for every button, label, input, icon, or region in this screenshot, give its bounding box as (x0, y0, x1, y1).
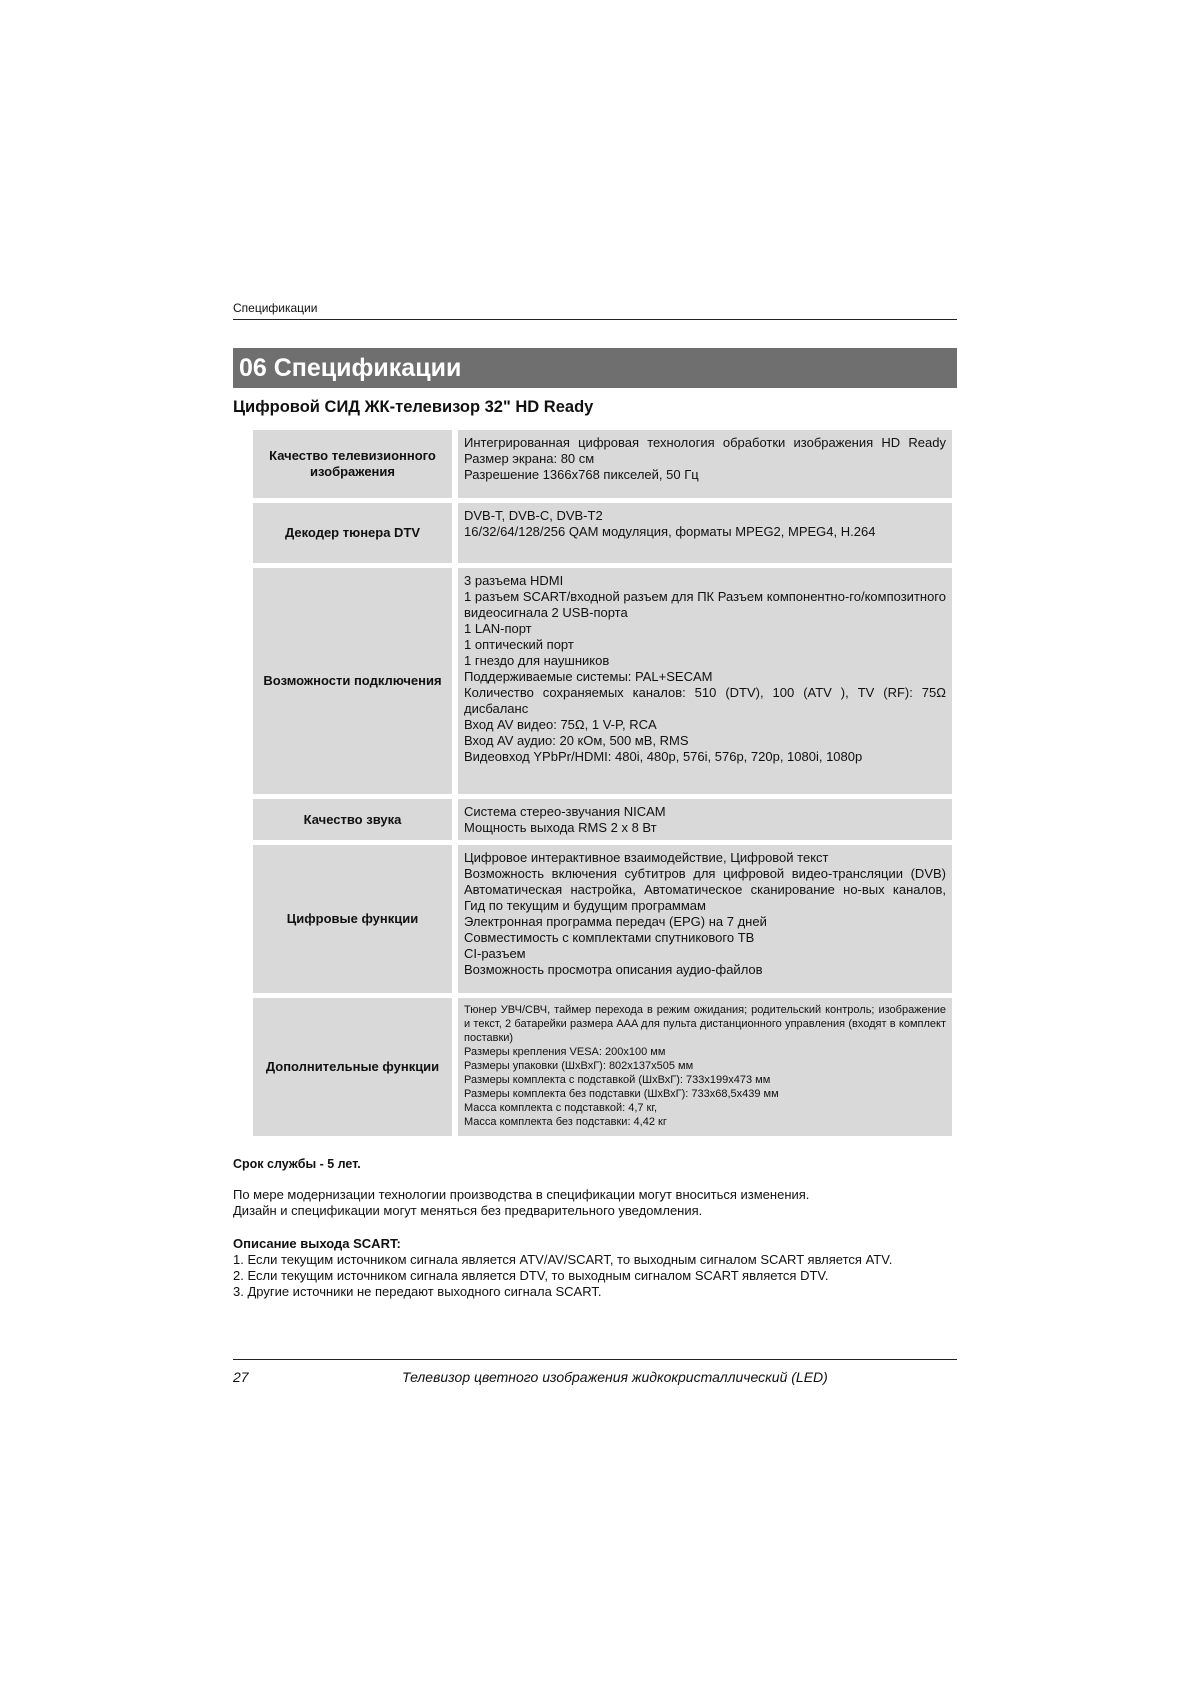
spec-line: 1 оптический порт (464, 637, 574, 652)
running-header: Спецификации (233, 301, 318, 315)
spec-line: Цифровое интерактивное взаимодействие, Цифровой текст (464, 850, 829, 865)
spec-line: Количество сохраняемых каналов: 510 (DTV), 100 (ATV ), TV (RF): 75Ω дисбаланс (464, 685, 946, 716)
spec-value (458, 799, 952, 840)
spec-line: 16/32/64/128/256 QAM модуляция, форматы MPEG2, MPEG4, H.264 (464, 524, 876, 539)
spec-line: 1 гнездо для наушников (464, 653, 610, 668)
spec-row-connectivity (253, 568, 952, 794)
scart-item: 3. Другие источники не передают выходного сигнала SCART. (233, 1284, 602, 1299)
header-divider (233, 319, 957, 320)
spec-value (458, 430, 952, 498)
spec-value (458, 845, 952, 993)
note-line: Дизайн и спецификации могут меняться без предварительного уведомления. (233, 1203, 703, 1218)
footer-title: Телевизор цветного изображения жидкокристаллический (LED) (402, 1369, 828, 1385)
spec-line: Вход AV аудио: 20 кОм, 500 мВ, RMS (464, 733, 689, 748)
spec-line: Размеры комплекта с подставкой (ШхВхГ): 733x199x473 мм (464, 1074, 771, 1086)
spec-table (253, 430, 952, 1141)
spec-label: Возможности подключения (253, 568, 452, 794)
spec-row-picture (253, 430, 952, 498)
spec-line: Размеры крепления VESA: 200x100 мм (464, 1046, 666, 1058)
spec-line: Поддерживаемые системы: PAL+SECAM (464, 669, 713, 684)
footer-divider (233, 1359, 957, 1360)
product-title: Цифровой СИД ЖК-телевизор 32" HD Ready (233, 398, 594, 416)
spec-line: Возможность включения субтитров для цифровой видео-трансляции (DVB) Автоматическая настройка, Автоматическое сканирование но-вых каналов, Гид по текущим и будущим программам (464, 866, 946, 913)
page-number: 27 (233, 1369, 249, 1385)
scart-item: 1. Если текущим источником сигнала является ATV/AV/SCART, то выходным сигналом SCART является ATV. (233, 1252, 893, 1267)
spec-line: 3 разъема HDMI (464, 573, 564, 588)
spec-label: Цифровые функции (253, 845, 452, 993)
spec-line: Размеры упаковки (ШхВхГ): 802x137x505 мм (464, 1060, 694, 1072)
spec-label: Качество телевизионного изображения (253, 430, 452, 498)
spec-line: Совместимость с комплектами спутникового ТВ (464, 930, 755, 945)
spec-line: Возможность просмотра описания аудио-файлов (464, 962, 763, 977)
scart-description (233, 1236, 892, 1300)
scart-item: 2. Если текущим источником сигнала является DTV, то выходным сигналом SCART является DTV. (233, 1268, 829, 1283)
spec-value (458, 503, 952, 563)
spec-line: Размеры комплекта без подставки (ШхВхГ): 733x68,5x439 мм (464, 1088, 779, 1100)
spec-row-additional-features (253, 998, 952, 1136)
spec-line: Видеовход YPbPr/HDMI: 480i, 480p, 576i, 576p, 720p, 1080i, 1080p (464, 749, 863, 764)
spec-line: Тюнер УВЧ/СВЧ, таймер перехода в режим ожидания; родительский контроль; изображение и текст, 2 батарейки размера AAA для пульта дистанционного управления (входят в комплект поставки) (464, 1004, 946, 1044)
spec-label: Качество звука (253, 799, 452, 840)
spec-label: Декодер тюнера DTV (253, 503, 452, 563)
spec-line: Мощность выхода RMS 2 x 8 Вт (464, 820, 657, 835)
spec-value (458, 568, 952, 794)
spec-line: CI-разъем (464, 946, 526, 961)
spec-line: 1 LAN-порт (464, 621, 532, 636)
spec-line: Система стерео-звучания NICAM (464, 804, 666, 819)
spec-line: Электронная программа передач (EPG) на 7 дней (464, 914, 767, 929)
spec-line: Масса комплекта с подставкой: 4,7 кг, (464, 1102, 658, 1114)
spec-label: Дополнительные функции (253, 998, 452, 1136)
note-line: По мере модернизации технологии производства в спецификации могут вноситься изменения. (233, 1187, 810, 1202)
spec-row-dtv-decoder (253, 503, 952, 563)
spec-line: Вход AV видео: 75Ω, 1 V-P, RCA (464, 717, 657, 732)
spec-row-sound (253, 799, 952, 840)
spec-line: Разрешение 1366x768 пикселей, 50 Гц (464, 467, 699, 482)
section-banner: 06 Спецификации (233, 348, 957, 388)
service-life: Срок службы - 5 лет. (233, 1157, 361, 1171)
spec-line: Интегрированная цифровая технология обработки изображения HD Ready Размер экрана: 80 см (464, 435, 946, 466)
spec-line: Масса комплекта без подставки: 4,42 кг (464, 1116, 667, 1128)
spec-line: 1 разъем SCART/входной разъем для ПК Разъем компонентно-го/композитного видеосигнала 2 USB-порта (464, 589, 946, 620)
spec-row-digital-features (253, 845, 952, 993)
spec-value (458, 998, 952, 1136)
notes (233, 1187, 809, 1219)
scart-title: Описание выхода SCART: (233, 1236, 401, 1251)
spec-line: DVB-T, DVB-C, DVB-T2 (464, 508, 603, 523)
